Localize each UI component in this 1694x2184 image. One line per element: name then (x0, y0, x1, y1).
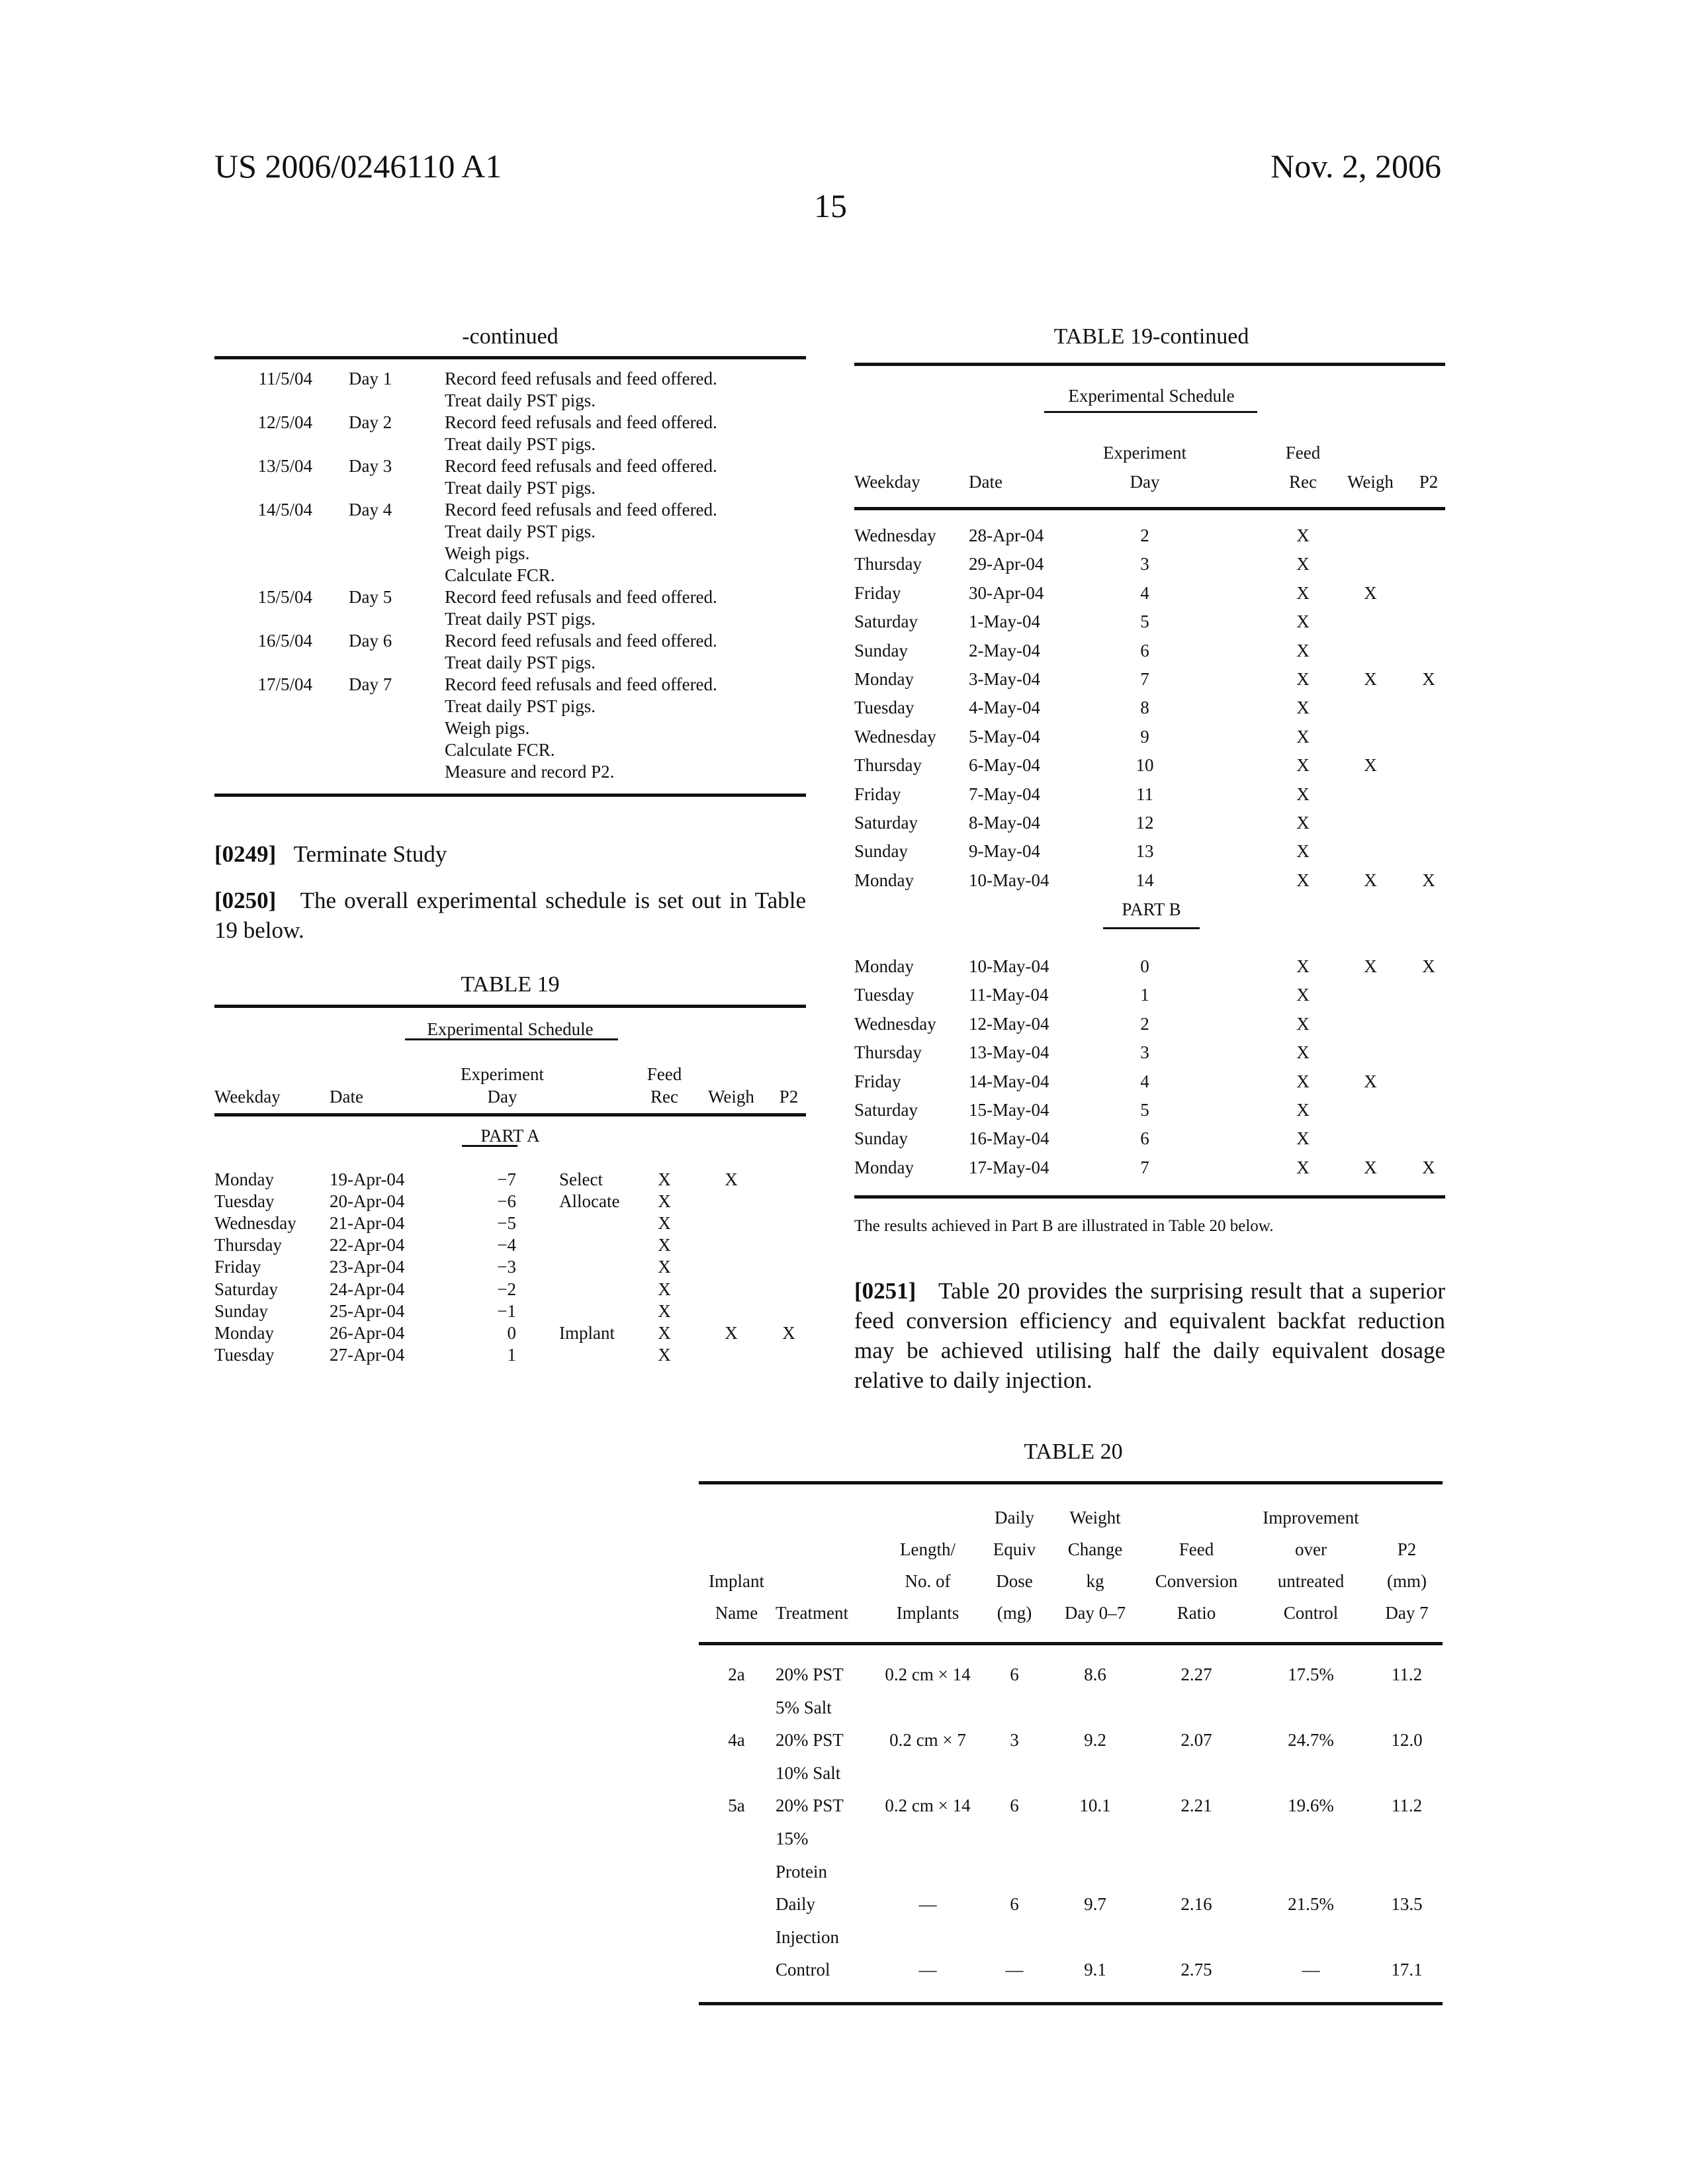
cell-action: Treat daily PST pigs. (445, 654, 596, 672)
cell-date: 4-May-04 (969, 699, 1040, 717)
cell-treatment: 10% Salt (776, 1764, 840, 1782)
cell-feed-rec: X (1296, 527, 1310, 545)
publication-date: Nov. 2, 2006 (1270, 150, 1441, 183)
cell-date: 12/5/04 (257, 414, 312, 432)
continued-table-title: -continued (462, 326, 558, 348)
cell-date: 12-May-04 (969, 1015, 1049, 1033)
table19-title: TABLE 19 (461, 974, 559, 996)
cell-weekday: Monday (854, 958, 914, 976)
col-experiment-day: Experiment (461, 1066, 544, 1083)
cell-weekday: Tuesday (214, 1346, 275, 1364)
cell-p2: X (1422, 1159, 1435, 1177)
underline (405, 1038, 618, 1040)
cell-length: 0.2 cm × 14 (885, 1666, 970, 1684)
cell-day: 11 (1136, 786, 1153, 803)
rule (854, 507, 1445, 510)
underline (1044, 411, 1257, 413)
cell-day: −2 (497, 1281, 516, 1298)
cell-day: 9 (1140, 728, 1149, 746)
col-p2: P2 (780, 1088, 799, 1106)
cell-feed-rec: X (1296, 1015, 1310, 1033)
cell-feed-rec: X (1296, 872, 1310, 889)
col-dose: (mg) (997, 1604, 1032, 1622)
cell-weekday: Thursday (854, 555, 922, 573)
col-improvement: over (1295, 1541, 1327, 1559)
cell-day: 1 (1140, 986, 1149, 1004)
cell-day: 10 (1136, 756, 1154, 774)
cell-feed-rec: X (1296, 642, 1310, 660)
cell-feed-rec: X (658, 1281, 671, 1298)
cell-dose: 6 (1010, 1895, 1019, 1913)
col-weigh: Weigh (1347, 473, 1394, 491)
col-weight-change: Weight (1069, 1509, 1120, 1527)
cell-date: 14-May-04 (969, 1073, 1049, 1091)
cell-date: 13-May-04 (969, 1044, 1049, 1062)
cell-treatment: 20% PST (776, 1666, 844, 1684)
cell-date: 9-May-04 (969, 842, 1040, 860)
col-dose: Daily (995, 1509, 1034, 1527)
cell-action: Calculate FCR. (445, 567, 555, 584)
cell-weekday: Wednesday (214, 1214, 296, 1232)
col-weight-change: kg (1087, 1572, 1104, 1590)
rule (699, 1642, 1443, 1645)
cell-date: 11-May-04 (969, 986, 1048, 1004)
col-date: Date (969, 473, 1003, 491)
cell-feed-rec: X (1296, 1044, 1310, 1062)
col-treatment: Treatment (776, 1604, 848, 1622)
cell-fcr: 2.21 (1181, 1797, 1212, 1815)
cell-p2: X (1422, 872, 1435, 889)
cell-day: Day 6 (349, 632, 392, 650)
col-fcr: Ratio (1177, 1604, 1216, 1622)
rule (214, 1005, 806, 1008)
patent-number: US 2006/0246110 A1 (214, 150, 502, 183)
cell-date: 5-May-04 (969, 728, 1040, 746)
cell-day: 14 (1136, 872, 1154, 889)
col-dose: Equiv (993, 1541, 1036, 1559)
cell-date: 26-Apr-04 (330, 1324, 404, 1342)
cell-day: −4 (497, 1236, 516, 1254)
rule (699, 2002, 1443, 2005)
cell-fcr: 2.75 (1181, 1961, 1212, 1979)
col-weekday: Weekday (854, 473, 920, 491)
cell-p2: X (1422, 670, 1435, 688)
cell-length: — (919, 1895, 937, 1913)
cell-action: Treat daily PST pigs. (445, 523, 596, 541)
col-fcr: Feed (1179, 1541, 1214, 1559)
cell-day: 2 (1140, 1015, 1149, 1033)
cell-feed-rec: X (658, 1193, 671, 1210)
cell-weight-change: 9.7 (1084, 1895, 1106, 1913)
cell-weekday: Monday (854, 670, 914, 688)
cell-action: Record feed refusals and feed offered. (445, 588, 717, 606)
cell-p2: 13.5 (1391, 1895, 1422, 1913)
cell-date: 27-Apr-04 (330, 1346, 404, 1364)
cell-day: 0 (1140, 958, 1149, 976)
cell-p2: 17.1 (1391, 1961, 1422, 1979)
cell-weekday: Wednesday (854, 527, 936, 545)
cell-day: −6 (497, 1193, 516, 1210)
cell-action: Allocate (559, 1193, 619, 1210)
cell-weekday: Thursday (854, 1044, 922, 1062)
rule (854, 363, 1445, 366)
cell-date: 22-Apr-04 (330, 1236, 404, 1254)
col-p2: P2 (1419, 473, 1439, 491)
cell-implant-name: 5a (728, 1797, 744, 1815)
cell-date: 2-May-04 (969, 642, 1040, 660)
cell-feed-rec: X (1296, 986, 1310, 1004)
paragraph-number: [0249] (214, 841, 276, 867)
cell-weigh: X (1364, 584, 1377, 602)
cell-weekday: Sunday (854, 1130, 908, 1148)
cell-date: 1-May-04 (969, 613, 1040, 631)
col-implant-name: Implant (709, 1572, 764, 1590)
cell-improvement: 17.5% (1288, 1666, 1334, 1684)
cell-feed-rec: X (658, 1346, 671, 1364)
cell-feed-rec: X (1296, 958, 1310, 976)
cell-date: 17/5/04 (257, 676, 312, 694)
col-length: Implants (897, 1604, 959, 1622)
cell-weight-change: 9.2 (1084, 1731, 1106, 1749)
paragraph-text: Terminate Study (294, 841, 447, 867)
cell-action: Treat daily PST pigs. (445, 610, 596, 628)
cell-date: 11/5/04 (258, 370, 312, 388)
col-weigh: Weigh (708, 1088, 754, 1106)
rule (214, 356, 806, 359)
cell-day: 0 (508, 1324, 517, 1342)
col-feed-rec: Feed (647, 1066, 682, 1083)
cell-weekday: Monday (214, 1171, 274, 1189)
part-b-label: PART B (1122, 901, 1181, 919)
cell-dose: 6 (1010, 1797, 1019, 1815)
cell-date: 17-May-04 (969, 1159, 1049, 1177)
cell-weekday: Monday (854, 1159, 914, 1177)
cell-feed-rec: X (1296, 842, 1310, 860)
cell-date: 3-May-04 (969, 670, 1040, 688)
cell-day: Day 2 (349, 414, 392, 432)
cell-weekday: Friday (854, 786, 901, 803)
cell-date: 16-May-04 (969, 1130, 1049, 1148)
cell-day: 7 (1140, 1159, 1149, 1177)
cell-weekday: Sunday (214, 1302, 268, 1320)
cell-action: Record feed refusals and feed offered. (445, 414, 717, 432)
cell-weekday: Saturday (854, 613, 918, 631)
underline (1103, 927, 1200, 929)
cell-day: 6 (1140, 1130, 1149, 1148)
col-weight-change: Day 0–7 (1065, 1604, 1126, 1622)
cell-day: 13 (1136, 842, 1154, 860)
col-p2: (mm) (1387, 1572, 1427, 1590)
cell-improvement: 21.5% (1288, 1895, 1334, 1913)
cell-feed-rec: X (1296, 670, 1310, 688)
cell-action: Weigh pigs. (445, 719, 529, 737)
cell-date: 14/5/04 (257, 501, 312, 519)
cell-date: 24-Apr-04 (330, 1281, 404, 1298)
cell-weekday: Friday (854, 1073, 901, 1091)
col-experiment-day: Experiment (1103, 444, 1186, 462)
cell-p2: 11.2 (1392, 1666, 1422, 1684)
cell-weekday: Wednesday (854, 1015, 936, 1033)
cell-feed-rec: X (1296, 613, 1310, 631)
cell-weekday: Sunday (854, 842, 908, 860)
cell-action: Record feed refusals and feed offered. (445, 676, 717, 694)
cell-weight-change: 10.1 (1079, 1797, 1110, 1815)
cell-weigh: X (725, 1324, 738, 1342)
cell-implant-name: 4a (728, 1731, 744, 1749)
cell-day: −3 (497, 1258, 516, 1276)
cell-date: 29-Apr-04 (969, 555, 1044, 573)
cell-length: 0.2 cm × 7 (889, 1731, 966, 1749)
cell-treatment: 20% PST (776, 1731, 844, 1749)
cell-dose: 6 (1010, 1666, 1019, 1684)
cell-date: 25-Apr-04 (330, 1302, 404, 1320)
cell-weekday: Monday (214, 1324, 274, 1342)
cell-feed-rec: X (1296, 584, 1310, 602)
cell-date: 23-Apr-04 (330, 1258, 404, 1276)
cell-improvement: 19.6% (1288, 1797, 1334, 1815)
col-improvement: Control (1284, 1604, 1339, 1622)
cell-action: Calculate FCR. (445, 741, 555, 759)
part-a-label: PART A (480, 1127, 539, 1145)
page-number: 15 (814, 189, 847, 222)
cell-date: 15/5/04 (257, 588, 312, 606)
cell-weight-change: 8.6 (1084, 1666, 1106, 1684)
cell-action: Weigh pigs. (445, 545, 529, 563)
cell-weigh: X (1364, 1159, 1377, 1177)
cell-weekday: Thursday (214, 1236, 282, 1254)
cell-day: 7 (1140, 670, 1149, 688)
cell-weekday: Friday (854, 584, 901, 602)
cell-action: Measure and record P2. (445, 763, 614, 781)
table19-subtitle: Experimental Schedule (427, 1021, 593, 1038)
cell-day: Day 3 (349, 457, 392, 475)
col-length: Length/ (900, 1541, 956, 1559)
col-feed-rec: Feed (1286, 444, 1320, 462)
col-weekday: Weekday (214, 1088, 281, 1106)
paragraph-number: [0250] (214, 887, 276, 913)
cell-weekday: Saturday (214, 1281, 278, 1298)
patent-page (0, 0, 1694, 2184)
cell-treatment: Protein (776, 1863, 827, 1881)
cell-feed-rec: X (658, 1324, 671, 1342)
cell-day: 12 (1136, 814, 1154, 832)
cell-weigh: X (1364, 670, 1377, 688)
cell-weekday: Tuesday (214, 1193, 275, 1210)
col-experiment-day: Day (1130, 473, 1160, 491)
cell-day: Day 4 (349, 501, 392, 519)
cell-day: Day 7 (349, 676, 392, 694)
cell-day: Day 5 (349, 588, 392, 606)
cell-feed-rec: X (1296, 555, 1310, 573)
cell-dose: — (1006, 1961, 1024, 1979)
cell-date: 21-Apr-04 (330, 1214, 404, 1232)
cell-weekday: Sunday (854, 642, 908, 660)
cell-day: 3 (1140, 1044, 1149, 1062)
cell-action: Record feed refusals and feed offered. (445, 370, 717, 388)
cell-action: Treat daily PST pigs. (445, 392, 596, 410)
table19-cont-subtitle: Experimental Schedule (1068, 387, 1234, 405)
cell-dose: 3 (1010, 1731, 1019, 1749)
cell-weigh: X (1364, 958, 1377, 976)
cell-action: Treat daily PST pigs. (445, 479, 596, 497)
rule (699, 1481, 1443, 1484)
col-feed-rec: Rec (1289, 473, 1317, 491)
cell-day: −7 (497, 1171, 516, 1189)
cell-weekday: Tuesday (854, 699, 914, 717)
table19-cont-title: TABLE 19-continued (1054, 326, 1249, 348)
cell-fcr: 2.16 (1181, 1895, 1212, 1913)
cell-treatment: Control (776, 1961, 830, 1979)
cell-action: Treat daily PST pigs. (445, 698, 596, 715)
cell-treatment: 20% PST (776, 1797, 844, 1815)
cell-treatment: Injection (776, 1929, 839, 1946)
cell-feed-rec: X (1296, 1101, 1310, 1119)
rule (214, 794, 806, 797)
cell-fcr: 2.27 (1181, 1666, 1212, 1684)
cell-p2: 11.2 (1392, 1797, 1422, 1815)
col-improvement: Improvement (1263, 1509, 1359, 1527)
cell-day: −1 (497, 1302, 516, 1320)
cell-p2: X (782, 1324, 795, 1342)
col-weight-change: Change (1068, 1541, 1122, 1559)
cell-date: 10-May-04 (969, 958, 1049, 976)
cell-improvement: 24.7% (1288, 1731, 1334, 1749)
cell-feed-rec: X (1296, 756, 1310, 774)
cell-treatment: 5% Salt (776, 1699, 832, 1717)
cell-date: 19-Apr-04 (330, 1171, 404, 1189)
cell-day: 4 (1140, 584, 1149, 602)
paragraph-0251 (854, 1276, 1445, 1395)
cell-weight-change: 9.1 (1084, 1961, 1106, 1979)
cell-date: 28-Apr-04 (969, 527, 1044, 545)
cell-feed-rec: X (1296, 1073, 1310, 1091)
cell-implant-name: 2a (728, 1666, 744, 1684)
col-length: No. of (905, 1572, 951, 1590)
cell-feed-rec: X (658, 1236, 671, 1254)
cell-weekday: Wednesday (854, 728, 936, 746)
cell-date: 8-May-04 (969, 814, 1040, 832)
col-experiment-day: Day (488, 1088, 517, 1106)
results-note: The results achieved in Part B are illustrated in Table 20 below. (854, 1218, 1273, 1234)
cell-date: 7-May-04 (969, 786, 1040, 803)
cell-date: 15-May-04 (969, 1101, 1049, 1119)
cell-date: 30-Apr-04 (969, 584, 1044, 602)
cell-feed-rec: X (658, 1258, 671, 1276)
paragraph-text: Table 20 provides the surprising result that a superior feed conversion efficiency and equivalent backfat reduction may be achieved utilising half the daily equivalent dosage relative to daily injection. (854, 1278, 1445, 1393)
table20-title: TABLE 20 (1024, 1441, 1122, 1463)
col-date: Date (330, 1088, 363, 1106)
cell-action: Record feed refusals and feed offered. (445, 457, 717, 475)
cell-day: Day 1 (349, 370, 392, 388)
cell-day: 5 (1140, 1101, 1149, 1119)
cell-day: 8 (1140, 699, 1149, 717)
cell-date: 10-May-04 (969, 872, 1049, 889)
paragraph-number: [0251] (854, 1278, 916, 1304)
cell-date: 20-Apr-04 (330, 1193, 404, 1210)
rule (214, 1113, 806, 1116)
cell-length: — (919, 1961, 937, 1979)
cell-feed-rec: X (1296, 786, 1310, 803)
cell-action: Treat daily PST pigs. (445, 435, 596, 453)
cell-weigh: X (1364, 756, 1377, 774)
cell-feed-rec: X (1296, 699, 1310, 717)
cell-treatment: Daily (776, 1895, 815, 1913)
cell-date: 16/5/04 (257, 632, 312, 650)
cell-improvement: — (1302, 1961, 1320, 1979)
cell-weekday: Saturday (854, 814, 918, 832)
cell-length: 0.2 cm × 14 (885, 1797, 970, 1815)
cell-action: Record feed refusals and feed offered. (445, 632, 717, 650)
cell-weekday: Thursday (854, 756, 922, 774)
rule (854, 1195, 1445, 1199)
cell-day: −5 (497, 1214, 516, 1232)
col-improvement: untreated (1278, 1572, 1344, 1590)
cell-weigh: X (1364, 1073, 1377, 1091)
cell-p2: 12.0 (1391, 1731, 1422, 1749)
cell-day: 6 (1140, 642, 1149, 660)
col-fcr: Conversion (1155, 1572, 1238, 1590)
cell-feed-rec: X (658, 1171, 671, 1189)
cell-weigh: X (1364, 872, 1377, 889)
cell-feed-rec: X (658, 1214, 671, 1232)
cell-feed-rec: X (1296, 728, 1310, 746)
cell-day: 2 (1140, 527, 1149, 545)
cell-action: Record feed refusals and feed offered. (445, 501, 717, 519)
cell-treatment: 15% (776, 1830, 809, 1848)
paragraph-0250 (214, 886, 806, 945)
col-p2: P2 (1398, 1541, 1417, 1559)
cell-date: 6-May-04 (969, 756, 1040, 774)
cell-action: Select (559, 1171, 603, 1189)
cell-weekday: Monday (854, 872, 914, 889)
cell-day: 4 (1140, 1073, 1149, 1091)
cell-weekday: Saturday (854, 1101, 918, 1119)
col-p2: Day 7 (1385, 1604, 1428, 1622)
cell-feed-rec: X (1296, 1130, 1310, 1148)
cell-weekday: Friday (214, 1258, 261, 1276)
cell-fcr: 2.07 (1181, 1731, 1212, 1749)
paragraph-text: The overall experimental schedule is set out in Table 19 below. (214, 887, 806, 943)
underline (462, 1145, 517, 1147)
col-implant-name: Name (715, 1604, 758, 1622)
cell-feed-rec: X (658, 1302, 671, 1320)
cell-feed-rec: X (1296, 1159, 1310, 1177)
cell-date: 13/5/04 (257, 457, 312, 475)
cell-weigh: X (725, 1171, 738, 1189)
col-feed-rec: Rec (650, 1088, 678, 1106)
cell-day: 5 (1140, 613, 1149, 631)
cell-day: 1 (508, 1346, 517, 1364)
cell-p2: X (1422, 958, 1435, 976)
paragraph-0249 (214, 842, 447, 866)
col-dose: Dose (996, 1572, 1033, 1590)
cell-action: Implant (559, 1324, 615, 1342)
cell-day: 3 (1140, 555, 1149, 573)
cell-feed-rec: X (1296, 814, 1310, 832)
cell-weekday: Tuesday (854, 986, 914, 1004)
